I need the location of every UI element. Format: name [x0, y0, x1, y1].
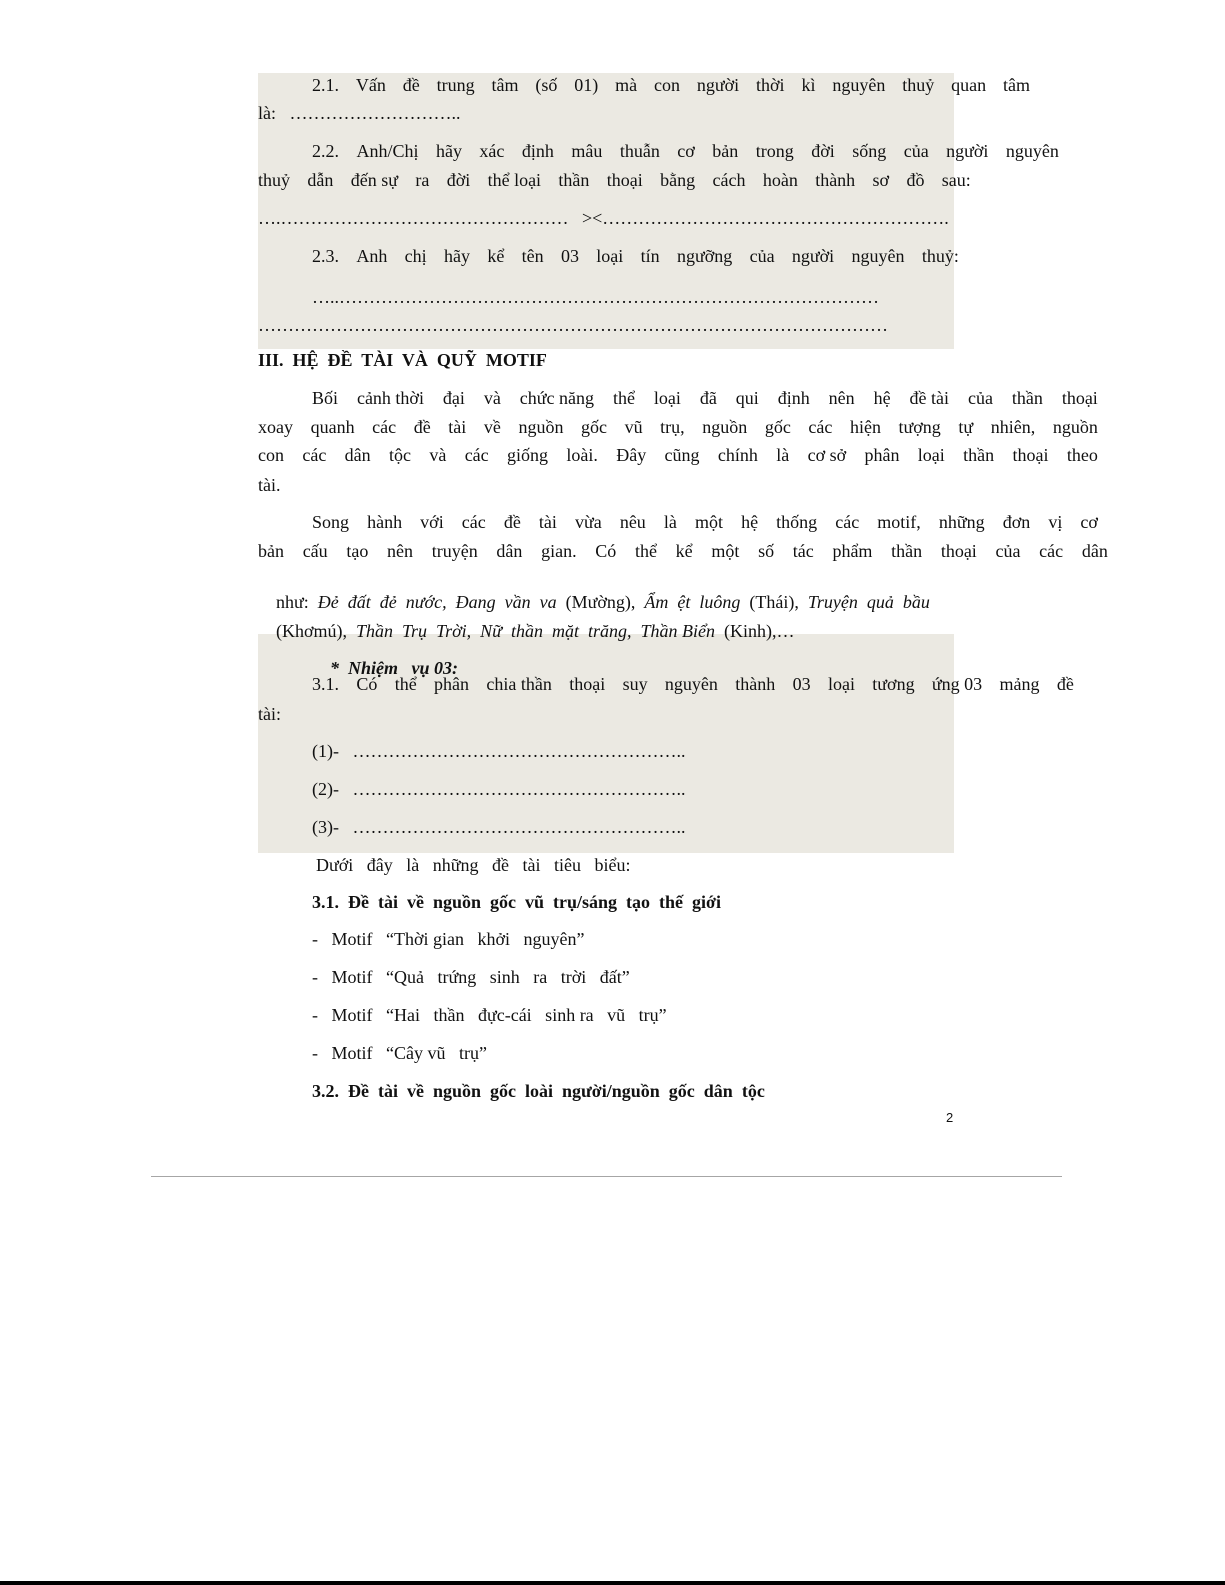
word: dân: [344, 445, 371, 465]
word: vũ: [624, 417, 643, 437]
word: hiện: [849, 417, 881, 437]
word: vừa: [574, 512, 602, 532]
word: giống: [507, 445, 549, 465]
word: gốc: [764, 417, 791, 437]
word: thuỷ:: [921, 246, 959, 266]
bottom-edge-bar: [0, 1581, 1225, 1585]
word: người: [791, 246, 835, 266]
word: đề: [1056, 674, 1074, 694]
word: gian.: [541, 541, 577, 561]
word: phân: [434, 674, 470, 694]
word: tộc: [389, 445, 411, 465]
word: đời: [446, 170, 471, 190]
word: phân: [864, 445, 900, 465]
word: cảnh thời: [356, 388, 424, 408]
word: con: [258, 445, 284, 465]
word: xoay: [258, 417, 293, 437]
word: Anh: [356, 246, 388, 266]
task3-item-2: (2)- ………………………………………………..: [312, 779, 686, 799]
word: ứng 03: [931, 674, 983, 694]
word: người: [696, 75, 740, 95]
word: thoại: [569, 674, 606, 694]
word: thoại: [606, 170, 643, 190]
word: hành: [367, 512, 403, 532]
task3-item-3: (3)- ………………………………………………..: [312, 817, 686, 837]
p2-line2: [258, 540, 1108, 562]
motif-item-3: - Motif “Hai thần đực-cái sinh ra vũ trụ”: [312, 1005, 667, 1025]
word: là: [663, 512, 677, 532]
word: (số: [535, 75, 558, 95]
word: đề tài: [909, 388, 950, 408]
word: thống: [776, 512, 818, 532]
word: đến sự: [350, 170, 398, 190]
word: hệ: [873, 388, 891, 408]
word: nêu: [619, 512, 646, 532]
p1-line4: tài.: [258, 475, 281, 495]
word: sống: [852, 141, 887, 161]
word: thần: [1011, 388, 1043, 408]
word: vị: [1048, 512, 1063, 532]
word: chị: [404, 246, 427, 266]
word: các: [835, 512, 860, 532]
word: Song: [312, 512, 350, 532]
word: nguyên: [851, 246, 905, 266]
word: định: [777, 388, 810, 408]
word: nhiên,: [990, 417, 1036, 437]
word: tác: [792, 541, 814, 561]
word: cấu: [302, 541, 328, 561]
word: kì: [801, 75, 816, 95]
motif-item-1: - Motif “Thời gian khởi nguyên”: [312, 929, 585, 949]
word: một: [694, 512, 723, 532]
word: sơ: [872, 170, 890, 190]
word: nguyên: [664, 674, 718, 694]
word: đề: [402, 75, 420, 95]
task3-item-1: (1)- ………………………………………………..: [312, 741, 686, 761]
word: các: [461, 512, 486, 532]
word: nguồn: [702, 417, 748, 437]
word: của: [749, 246, 775, 266]
word: thể: [612, 388, 635, 408]
word: các: [808, 417, 833, 437]
word: 03: [792, 674, 811, 694]
word: dẫn: [307, 170, 334, 190]
word: tài: [448, 417, 467, 437]
word: thoại: [940, 541, 977, 561]
word: Bối: [312, 388, 339, 408]
word: tâm: [1002, 75, 1030, 95]
word: nên: [828, 388, 855, 408]
word: 2.1.: [312, 75, 339, 95]
word: thoại: [1061, 388, 1098, 408]
word: cũng: [664, 445, 700, 465]
p2-line1: [312, 511, 1098, 533]
word: loài.: [566, 445, 598, 465]
word: hãy: [435, 141, 462, 161]
word: ra: [415, 170, 430, 190]
word: tài: [538, 512, 557, 532]
word: là: [776, 445, 790, 465]
word: mâu: [571, 141, 603, 161]
word: kể: [675, 541, 693, 561]
word: tâm: [491, 75, 519, 95]
word: đề: [413, 417, 431, 437]
topic-heading-3-1: 3.1. Đề tài về nguồn gốc vũ trụ/sáng tạo thế giới: [312, 892, 721, 912]
word: thể: [394, 674, 417, 694]
word: đã: [699, 388, 717, 408]
word: suy: [622, 674, 648, 694]
word: dân: [1081, 541, 1108, 561]
word: trong: [755, 141, 794, 161]
word: các: [464, 445, 489, 465]
word: đơn: [1002, 512, 1031, 532]
q31-line1: [312, 673, 1074, 695]
word: những: [938, 512, 985, 532]
word: các: [1039, 541, 1064, 561]
word: loại: [917, 445, 945, 465]
word: gốc: [581, 417, 608, 437]
word: ngưỡng: [676, 246, 733, 266]
word: kể: [487, 246, 505, 266]
task3-title: * Nhiệm vụ 03:: [330, 658, 458, 678]
word: phẩm: [832, 541, 873, 561]
word: cơ sở: [807, 445, 847, 465]
word: nguồn: [518, 417, 564, 437]
word: trung: [436, 75, 475, 95]
word: trụ,: [660, 417, 685, 437]
page-divider: [151, 1176, 1062, 1177]
word: thuỷ: [258, 170, 291, 190]
word: nên: [387, 541, 414, 561]
word: và: [483, 388, 501, 408]
word: các: [302, 445, 327, 465]
word: loại: [653, 388, 681, 408]
word: thành: [815, 170, 856, 190]
word: với: [420, 512, 444, 532]
word: thuẫn: [619, 141, 660, 161]
word: đời: [811, 141, 835, 161]
word: cơ: [1080, 512, 1098, 532]
word: Có: [356, 674, 378, 694]
word: của: [903, 141, 929, 161]
word: về: [483, 417, 501, 437]
p2-line3: như: Đẻ đất đẻ nước, Đang vần va (Mường), Ẩm ệt luông (Thái), Truyện quả bầu: [276, 592, 930, 612]
word: chức năng: [519, 388, 594, 408]
word: quanh: [310, 417, 355, 437]
word: đề: [503, 512, 521, 532]
p1-line2: [258, 416, 1098, 438]
q31-line2: tài:: [258, 704, 281, 724]
word: tạo: [346, 541, 369, 561]
word: tự: [958, 417, 974, 437]
word: loại: [827, 674, 855, 694]
word: tín: [640, 246, 660, 266]
p2-line4: (Khơmú), Thần Trụ Trời, Nữ thần mặt trăng, Thần Biển (Kinh),…: [276, 621, 795, 641]
word: theo: [1066, 445, 1098, 465]
word: 01): [574, 75, 599, 95]
word: số: [758, 541, 775, 561]
motif-item-4: - Motif “Cây vũ trụ”: [312, 1043, 487, 1063]
word: cơ: [677, 141, 695, 161]
word: sau:: [941, 170, 971, 190]
word: truyện: [431, 541, 478, 561]
word: hệ: [741, 512, 759, 532]
word: của: [995, 541, 1021, 561]
word: chính: [717, 445, 758, 465]
word: loại: [596, 246, 624, 266]
word: thần: [558, 170, 590, 190]
word: bản: [258, 541, 284, 561]
word: thể loại: [487, 170, 542, 190]
word: định: [521, 141, 554, 161]
word: của: [967, 388, 993, 408]
word: bằng: [660, 170, 696, 190]
word: thần: [963, 445, 995, 465]
word: qui: [735, 388, 759, 408]
word: Đây: [616, 445, 647, 465]
word: 03: [560, 246, 579, 266]
topics-intro: Dưới đây là những đề tài tiêu biểu:: [316, 855, 631, 875]
word: thành: [735, 674, 776, 694]
word: chia thần: [486, 674, 552, 694]
word: tượng: [898, 417, 941, 437]
word: nguyên: [1005, 141, 1059, 161]
motif-item-2: - Motif “Quả trứng sinh ra trời đất”: [312, 967, 630, 987]
word: thuỷ: [902, 75, 935, 95]
word: quan: [951, 75, 987, 95]
word: dân: [496, 541, 523, 561]
word: một: [711, 541, 740, 561]
q23-answer-line1: …..………………………………………………………………………………: [312, 287, 879, 307]
q23-answer-line2: ……………………………………………………………………………………………: [258, 315, 888, 335]
word: Có: [595, 541, 617, 561]
word: tên: [521, 246, 544, 266]
word: và: [429, 445, 447, 465]
q22-diagram-line: ….………………………………………… ><………………………………………………….: [258, 208, 949, 228]
topic-heading-3-2: 3.2. Đề tài về nguồn gốc loài người/nguồn gốc dân tộc: [312, 1081, 765, 1101]
word: motif,: [877, 512, 921, 532]
word: mà: [615, 75, 638, 95]
word: đại: [442, 388, 465, 408]
p1-line3: [258, 444, 1098, 466]
word: tương: [872, 674, 915, 694]
word: thời: [756, 75, 785, 95]
word: 3.1.: [312, 674, 339, 694]
word: xác: [479, 141, 505, 161]
word: mảng: [999, 674, 1040, 694]
word: 2.3.: [312, 246, 339, 266]
word: thoại: [1012, 445, 1049, 465]
word: nguồn: [1052, 417, 1098, 437]
q21-answer-line: là: ………………………..: [258, 103, 461, 123]
word: đồ: [906, 170, 925, 190]
word: Anh/Chị: [356, 141, 419, 161]
page-number: 2: [946, 1110, 954, 1125]
word: các: [372, 417, 397, 437]
word: người: [946, 141, 989, 161]
word: cách: [712, 170, 746, 190]
word: con: [654, 75, 680, 95]
word: hãy: [443, 246, 470, 266]
word: thể: [634, 541, 657, 561]
p1-line1: [312, 387, 1098, 409]
word: Vấn: [355, 75, 386, 95]
word: 2.2.: [312, 141, 339, 161]
word: hoàn: [762, 170, 798, 190]
word: thần: [891, 541, 923, 561]
word: bản: [712, 141, 739, 161]
section-heading: III. HỆ ĐỀ TÀI VÀ QUỸ MOTIF: [258, 350, 547, 370]
word: nguyên: [832, 75, 886, 95]
